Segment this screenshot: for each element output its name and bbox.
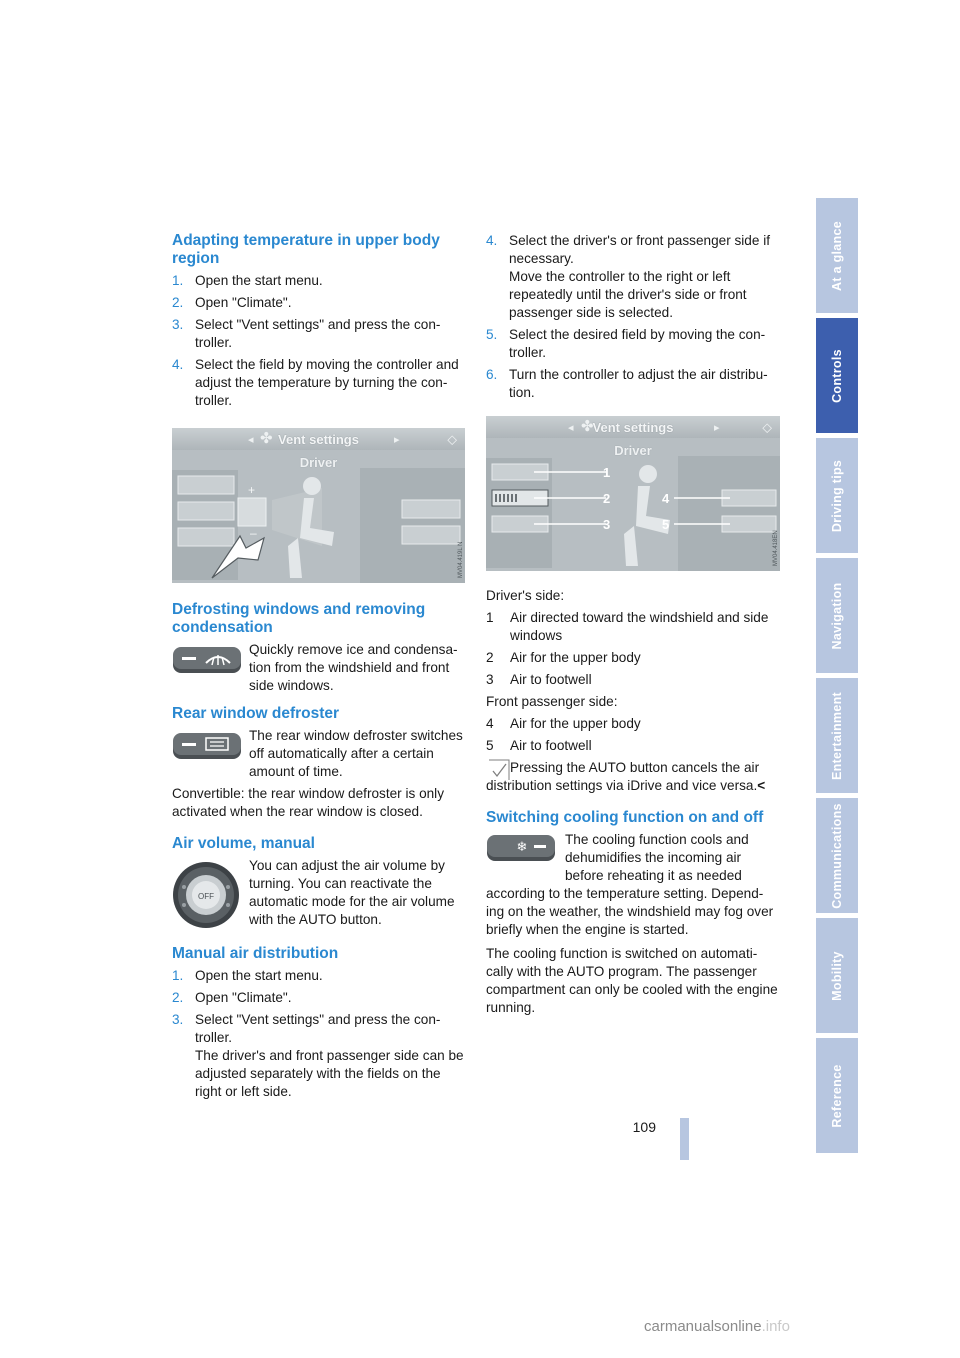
rear-window-defrost-button-icon [172, 731, 242, 761]
options-icon: ⬦ [762, 419, 772, 435]
svg-text:OFF: OFF [198, 892, 214, 901]
vent-settings-screenshot-temperature [172, 428, 465, 583]
section-title: Air volume, manual [172, 835, 315, 852]
driver-legend [486, 609, 780, 689]
step-item: 2. Open "Climate". [172, 990, 292, 1005]
tab-mobility[interactable]: Mobility [816, 918, 858, 1036]
steps-list [172, 272, 465, 410]
tab-driving-tips[interactable]: Driving tips [816, 438, 858, 556]
section-manual-air-distribution [172, 945, 465, 1101]
step-item: 3. Select "Vent settings" and press the con-troller. The driver's and front passenger side can be adjusted separately with the fields on the right or left side. [172, 1012, 464, 1099]
note-check-icon [488, 759, 510, 781]
page-number: 109 [632, 1119, 656, 1135]
svg-text:+: + [248, 483, 256, 497]
arrow-right-icon: ▸ [714, 422, 720, 434]
tab-at-a-glance[interactable]: At a glance [816, 198, 858, 316]
tab-reference[interactable]: Reference [816, 1038, 858, 1156]
callout-3: 3 [603, 517, 611, 532]
rear-defrost-text: The rear window defroster switches off automatically after a certain amount of time. [249, 728, 463, 779]
section-defrosting-windows [172, 601, 465, 695]
section-title: Defrosting windows and removing condensation [172, 601, 426, 636]
step-item: 3. Select "Vent settings" and press the con-troller. [172, 317, 441, 350]
step-item: 1. Open the start menu. [172, 968, 323, 983]
passenger-side-heading: Front passenger side: [486, 694, 618, 709]
air-volume-text: You can adjust the air volume by turning. You can reactivate the automatic mode for the air volume with the AUTO button. [249, 858, 455, 927]
right-column [486, 232, 780, 1021]
fan-icon: ✤ [260, 430, 273, 447]
legend-item: 2 Air for the upper body [486, 650, 641, 665]
legend-item: 1 Air directed toward the windshield and side windows [486, 610, 769, 643]
callout-1: 1 [603, 465, 611, 480]
cooling-text-2: The cooling function is switched on automati-cally with the AUTO program. The passenger compartment can only be cooled with the engine running. [486, 946, 778, 1015]
driver-label: Driver [614, 443, 652, 458]
step-item: 6. Turn the controller to adjust the air distribu-tion. [486, 367, 768, 400]
section-air-volume [172, 835, 465, 935]
section-title: Manual air distribution [172, 945, 339, 962]
section-title: Adapting temperature in upper body region [172, 232, 440, 267]
svg-text:MV04.419L N: MV04.419L N [458, 541, 464, 578]
tab-navigation[interactable]: Navigation [816, 558, 858, 676]
step-item: 2. Open "Climate". [172, 295, 292, 310]
note-text: Pressing the AUTO button cancels the air distribution settings via iDrive and vice versa.< [486, 760, 766, 793]
defrost-text: Quickly remove ice and condensa-tion from the windshield and front side windows. [249, 642, 458, 693]
section-rear-window-defroster [172, 705, 465, 821]
section-title: Switching cooling function on and off [486, 809, 764, 826]
legend-item: 5 Air to footwell [486, 738, 592, 753]
legend-item: 4 Air for the upper body [486, 716, 641, 731]
step-item: 4. Select the driver's or front passenger side if necessary. Move the controller to the right or left repeatedly until the driver's side or front passenger side is selected. [486, 233, 771, 320]
screen-title: Vent settings [278, 432, 359, 447]
arrow-right-icon: ▸ [394, 434, 400, 446]
callout-2: 2 [603, 491, 611, 506]
left-column [172, 232, 465, 1105]
callout-4: 4 [662, 491, 670, 506]
screen-title: Vent settings [592, 420, 674, 435]
note-block [486, 759, 780, 795]
cooling-block [486, 831, 780, 1017]
vent-settings-graphic [172, 428, 465, 583]
convertible-note: Convertible: the rear window defroster is only activated when the rear window is closed. [172, 786, 445, 819]
tab-communications[interactable]: Communications [816, 798, 858, 916]
step-item: 1. Open the start menu. [172, 273, 323, 288]
vent-settings-screenshot-distribution [486, 416, 780, 571]
step-item: 5. Select the desired field by moving the con-troller. [486, 327, 766, 360]
cooling-button-icon [486, 833, 556, 863]
arrow-left-icon: ◂ [568, 422, 574, 434]
vent-distribution-graphic [486, 416, 780, 571]
page-number-bar [680, 1118, 689, 1160]
drivers-side-heading: Driver's side: [486, 588, 565, 603]
svg-text:❄: ❄ [516, 840, 528, 855]
chapter-sidebar [816, 198, 858, 1160]
options-icon: ⬦ [447, 431, 457, 447]
steps-list [486, 232, 780, 402]
watermark: carmanualsonline.info [644, 1318, 790, 1335]
rear-defrost-block [172, 727, 465, 781]
svg-text:–: – [250, 526, 257, 540]
callout-5: 5 [662, 517, 670, 532]
fan-icon: ✤ [581, 418, 594, 435]
step-item: 4. Select the field by moving the controller and adjust the temperature by turning the con-troller. [172, 357, 459, 408]
section-cooling-function [486, 809, 780, 1017]
svg-text:MV04.418EN: MV04.418EN [773, 530, 779, 566]
passenger-legend [486, 715, 780, 755]
section-title: Rear window defroster [172, 705, 340, 722]
steps-list [172, 967, 465, 1101]
cooling-text: The cooling function cools and dehumidifies the incoming air before reheating it as needed according to the temperature setting. Depend-ing on the weather, the windshield may fog over briefly when the engine is started. [486, 832, 774, 937]
legend-item: 3 Air to footwell [486, 672, 592, 687]
tab-controls[interactable]: Controls [816, 318, 858, 436]
section-adapting-temperature [172, 232, 465, 410]
windshield-defrost-button-icon [172, 645, 242, 675]
driver-label: Driver [299, 455, 338, 470]
tab-entertainment[interactable]: Entertainment [816, 678, 858, 796]
arrow-left-icon: ◂ [248, 434, 254, 446]
defrost-block [172, 641, 465, 695]
air-volume-block [172, 857, 465, 935]
air-volume-knob-icon [172, 859, 240, 931]
